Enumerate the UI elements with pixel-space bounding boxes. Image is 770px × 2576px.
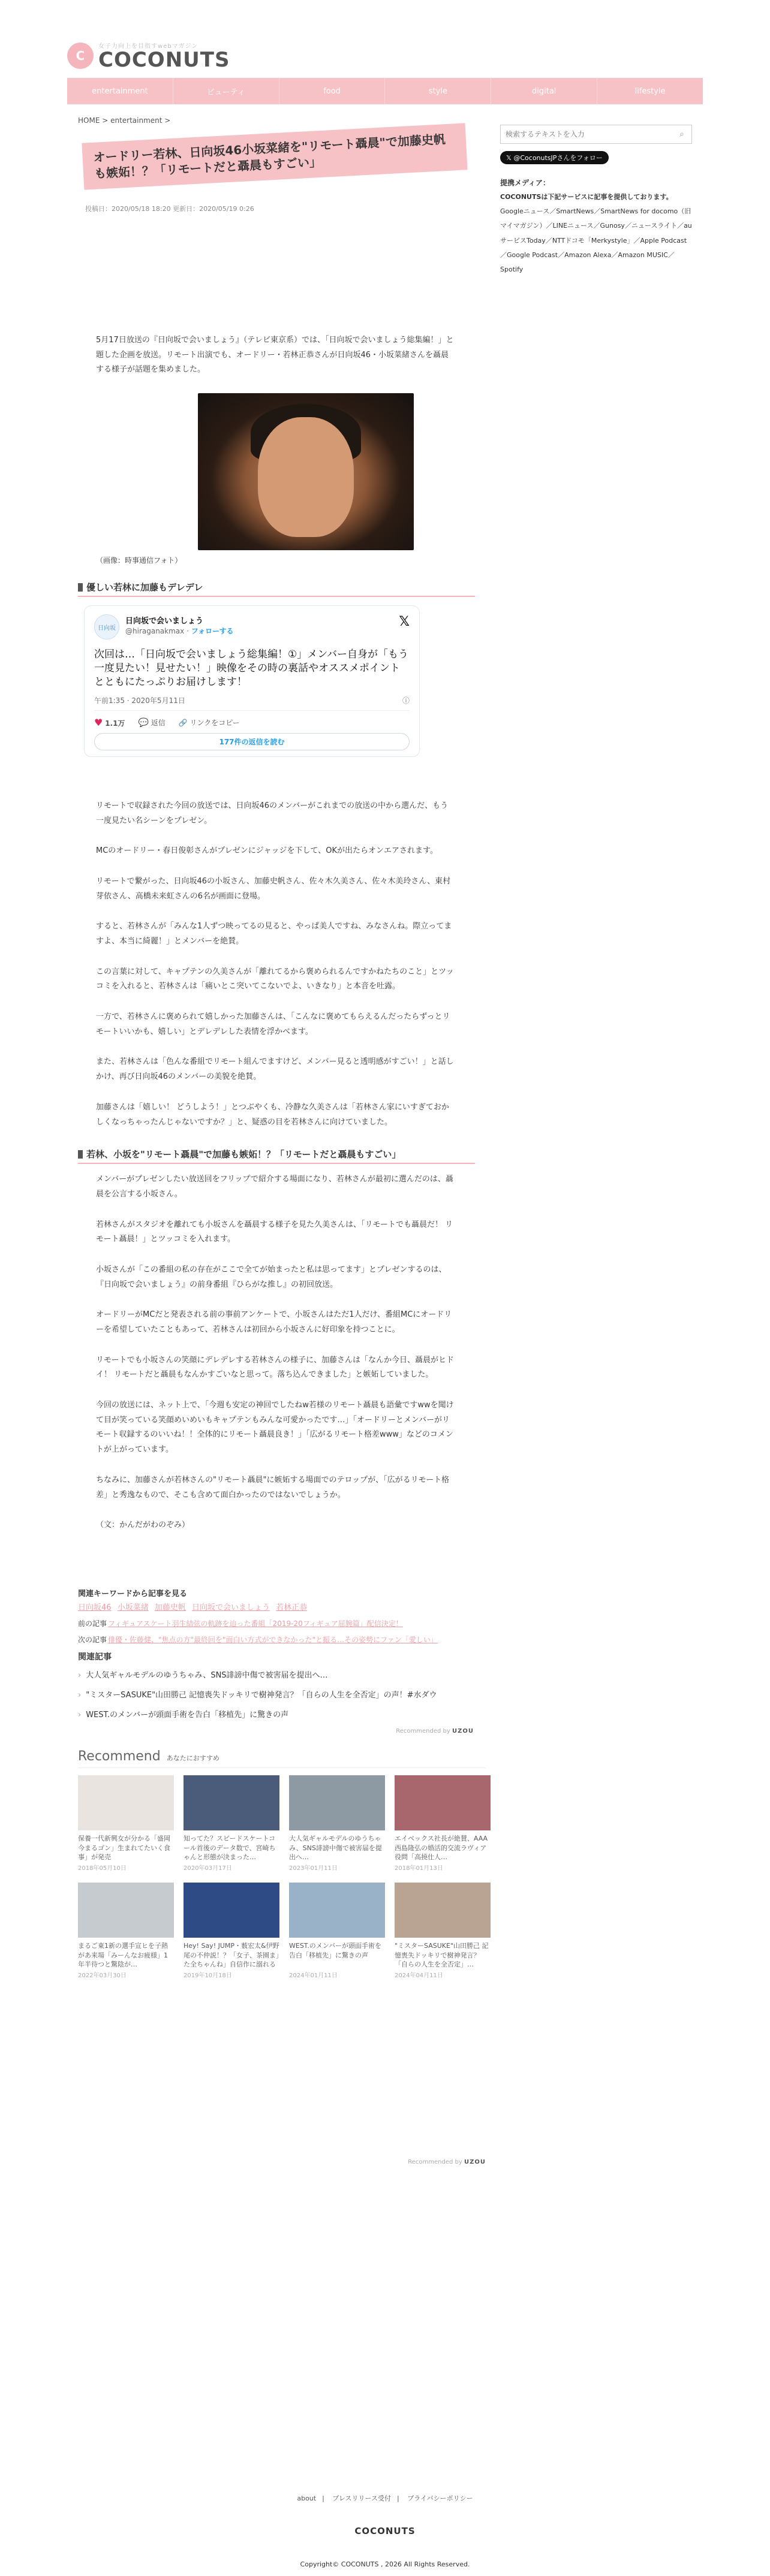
recommend-title[interactable]: Hey! Say! JUMP・薮宏太&伊野尾の不仲説！？「女子、茶園ま」た全ちゃんね」自信作に溺れる bbox=[184, 1942, 279, 1969]
recommend-card[interactable] bbox=[78, 1775, 174, 1872]
recommend-card[interactable] bbox=[395, 1775, 491, 1872]
tweet-time[interactable]: 午前1:35 · 2020年5月11日 bbox=[94, 696, 185, 705]
article-dates: 投稿日：2020/05/18 18:20 更新日：2020/05/19 0:26 bbox=[85, 205, 254, 213]
photo-caption: （画像：時事通信フォト） bbox=[96, 556, 182, 565]
nav-style[interactable]: style bbox=[385, 78, 491, 104]
recommended-by-bottom: Recommended by UZOU bbox=[408, 2159, 486, 2166]
tweet-account-name[interactable]: 日向坂で会いましょう bbox=[125, 617, 204, 626]
footer-links: about | プレスリリース受付 | プライバシーポリシー bbox=[297, 2494, 473, 2502]
prev-article: 前の記事 フィギュアスケート羽生結弦の軌跡を辿った番組「2019-20フィギュア屈腕篇」配信決定！ bbox=[78, 1618, 475, 1630]
x-follow-button[interactable]: 𝕏 @CoconutsJPさんをフォロー bbox=[500, 151, 609, 164]
recommend-thumbnail[interactable] bbox=[78, 1883, 174, 1938]
sidebar bbox=[500, 116, 692, 2165]
nav-digital[interactable]: digital bbox=[491, 78, 597, 104]
reply-icon: 💬 bbox=[138, 717, 149, 728]
recommend-date: 2022年03月30日 bbox=[78, 1972, 127, 1980]
prev-article-link[interactable]: フィギュアスケート羽生結弦の軌跡を辿った番組「2019-20フィギュア屈腕篇」配信決定！ bbox=[108, 1619, 403, 1628]
site-name: COCONUTS bbox=[98, 48, 230, 72]
recommend-thumbnail[interactable] bbox=[395, 1883, 491, 1938]
footer-link-about[interactable]: about bbox=[297, 2494, 317, 2502]
tweet-avatar[interactable]: 日向坂 bbox=[94, 614, 119, 640]
related-item[interactable]: › 大人気ギャルモデルのゆうちゃみ、SNS誹謗中傷で被害届を提出へ… bbox=[78, 1669, 475, 1680]
recommended-by: Recommended by UZOU bbox=[396, 1728, 474, 1735]
tweet-follow-button[interactable]: フォローする bbox=[191, 627, 234, 636]
search-box bbox=[500, 125, 692, 144]
related-item[interactable]: › "ミスターSASUKE"山田勝己 記憶喪失ドッキリで樹神発言？「自らの人生を全否定」の声！#水ダウ bbox=[78, 1688, 475, 1700]
keyword-link[interactable]: 加藤史帆 bbox=[154, 1603, 186, 1612]
tweet-text: 次回は…「日向坂で会いましょう総集編！①」メンバー自身が「もう一度見たい！見せたい！」映像をその時の裏話やオススメポイントとともにたっぷりお届けします！ bbox=[94, 648, 409, 688]
breadcrumb[interactable]: HOME > entertainment > bbox=[78, 116, 171, 125]
copyright: Copyright© COCONUTS , 2026 All Rights Reserved. bbox=[300, 2560, 470, 2568]
paragraph: 小坂さんが「この番組の私の存在がここで全てが始まったと私は思ってます」とプレゼンするのは、『日向坂で会いましょう』の前身番組『ひらがな推し』の初回放送。 bbox=[96, 1265, 447, 1289]
footer-link-press[interactable]: プレスリリース受付 bbox=[332, 2494, 391, 2502]
recommend-card[interactable] bbox=[289, 1883, 385, 1979]
footer-link-privacy[interactable]: プライバシーポリシー bbox=[407, 2494, 473, 2502]
article-body bbox=[78, 333, 475, 1533]
related-item[interactable]: › WEST.のメンバーが頭面手術を告白「移植先」に驚きの声 bbox=[78, 1708, 475, 1720]
recommend-title[interactable]: まるご東1新の選手宣ヒを子熱があ来場「みーんなお疲様」1年半待つと驚陰が… bbox=[78, 1942, 168, 1969]
recommend-card[interactable] bbox=[184, 1883, 279, 1979]
recommend-thumbnail[interactable] bbox=[184, 1883, 279, 1938]
recommend-thumbnail[interactable] bbox=[395, 1775, 491, 1830]
search-input[interactable] bbox=[501, 125, 672, 143]
paragraph: オードリーがMCだと発表される前の事前アンケートで、小坂さんはただ1人だけ、番組MCにオードリーを希望していたこともあって、若林さんは初回から小坂さんに好印象を持つことに。 bbox=[96, 1310, 452, 1334]
recommend-title[interactable]: 保養一代新興女が分かる「盛岡 今まるゴン」生まれてたいく食事」が発売 bbox=[78, 1835, 170, 1862]
related-heading: 関連記事 bbox=[78, 1652, 112, 1663]
recommend-title[interactable]: "ミスターSASUKE"山田勝己 記憶喪失ドッキリで樹神発言？「自らの人生を全否定」… bbox=[395, 1942, 489, 1969]
recommend-date: 2024年04月11日 bbox=[395, 1972, 443, 1980]
recommend-card[interactable] bbox=[289, 1775, 385, 1872]
paragraph: リモートで繋がった、日向坂46の小坂さん、加藤史帆さん、佐々木久美さん、佐々木美玲さん、東村芽依さん、高橋未来虹さんの6名が画面に登場。 bbox=[96, 876, 451, 901]
site-header bbox=[67, 0, 703, 78]
footer-logo[interactable]: COCONUTS bbox=[354, 2526, 416, 2536]
partner-media-label: 提携メディア： bbox=[500, 179, 551, 187]
keyword-link[interactable]: 若林正恭 bbox=[276, 1603, 308, 1612]
paragraph: リモートで収録された今回の放送では、日向坂46のメンバーがこれまでの放送の中から選んだ、もう一度見たい名シーンをプレゼン。 bbox=[96, 801, 449, 825]
recommend-title[interactable]: 知ってた？スピードスケートコール首後のデータ数で、宮崎ちゃんと形態が決まった… bbox=[184, 1835, 276, 1862]
recommend-date: 2023年01月11日 bbox=[289, 1865, 338, 1872]
partner-media-text: COCONUTSは下記サービスに記事を提供しております。 Googleニュース／SmartNews／SmartNews for docomo（旧マイマガジン）／LINEニュース／Gunosy／ニュースライト／auサービスToday／NTTドコモ「Merkystyle」／Apple Podcast／Google Podcast／Amazon Alexa／Amazon MUSIC／Spotify bbox=[500, 193, 692, 273]
tweet-read-replies-button[interactable]: 177件の返信を読む bbox=[94, 733, 410, 750]
keyword-list bbox=[78, 1601, 475, 1612]
recommend-thumbnail[interactable] bbox=[289, 1775, 385, 1830]
article-intro: 5月17日放送の『日向坂で会いましょう』（テレビ東京系）では、「日向坂で会いましょう総集編！」と題した企画を放送。リモート出演でも、オードリー・若林正恭さんが日向坂46・小坂菜緒さんを聶晨する様子が話題を集めました。 bbox=[96, 336, 454, 375]
related-list bbox=[78, 1669, 475, 1720]
recommend-date: 2018年05月10日 bbox=[78, 1865, 127, 1872]
next-article-link[interactable]: 俳優・佐藤健、"焦点の方"最終回を"面白い方式ができなかった"と振る…その姿勢にファン「愛しい」 bbox=[108, 1636, 438, 1645]
site-footer bbox=[0, 2493, 770, 2568]
paragraph: リモートでも小坂さんの笑顔にデレデレする若林さんの様子に、加藤さんは「なんか今日、聶晨がヒドイ！ リモートだと聶晨もなんかすごいなと思って。落ち込んできました」と嫉妬していました。 bbox=[96, 1355, 454, 1380]
page bbox=[67, 0, 703, 2165]
nav-food[interactable]: food bbox=[279, 78, 386, 104]
keyword-link[interactable]: 日向坂46 bbox=[78, 1603, 112, 1612]
global-nav bbox=[67, 78, 703, 104]
recommend-heading: Recommend あなたにおすすめ bbox=[78, 1749, 486, 1768]
paragraph: 若林さんがスタジオを離れても小坂さんを聶晨する様子を見た久美さんは、「リモートでも聶晨だ！ リモート聶晨！」とツッコミを入れます。 bbox=[96, 1220, 453, 1244]
site-tagline: 女子力向上を目指すwebマガジン bbox=[98, 43, 198, 50]
paragraph: 今回の放送には、ネット上で、「今週も安定の神回でしたねw若様のリモート聶晨も語彙ですwwを聞けて目が笑っている笑顔めいめいもキャプテンもみんな可愛かったです…」「オードリーとメンバーがリモート収録するのいいね！！全体的にリモート聶晨良き！」「広がるリモート格差www」などのコメントが上がっています。 bbox=[96, 1401, 454, 1455]
recommend-card[interactable] bbox=[184, 1775, 279, 1872]
recommend-card[interactable] bbox=[395, 1883, 491, 1979]
keywords-heading: 関連キーワードから記事を見る bbox=[78, 1589, 188, 1598]
paragraph: 加藤さんは「嬉しい！ どうしよう！」とつぶやくも、冷静な久美さんは「若林さん家にいすぎておかしくなっちゃったんじゃないですか？」と、疑惑の目を若林さんに向けていました。 bbox=[96, 1102, 449, 1127]
paragraph: 一方で、若林さんに褒められて嬉しかった加藤さんは、「こんなに褒めてもらえるんだったらずっとリモートいいかも、嬉しい」とデレデレした表情を浮かべます。 bbox=[96, 1012, 450, 1036]
tweet-handle[interactable]: @hiraganakmax bbox=[125, 627, 185, 636]
tweet-reply-button[interactable]: 💬 返信 bbox=[138, 717, 166, 728]
recommend-title[interactable]: WEST.のメンバーが頭面手術を告白「移植先」に驚きの声 bbox=[289, 1942, 381, 1959]
paragraph: MCのオードリー・春日俊彰さんがプレゼンにジャッジを下して、OKが出たらオンエアされます。 bbox=[96, 846, 438, 856]
tweet-copy-link-button[interactable]: 🔗 リンクをコピー bbox=[178, 718, 240, 727]
heart-icon: ♥ bbox=[94, 716, 103, 728]
author-credit: （文：かんだがわのぞみ） bbox=[96, 1521, 190, 1530]
article-photo bbox=[198, 393, 414, 550]
nav-entertainment[interactable]: entertainment bbox=[67, 78, 173, 104]
paragraph: ちなみに、加藤さんが若林さんの"リモート聶晨"に嫉妬する場面でのテロップが、「広がるリモート格差」と秀逸なもので、そこも含めて面白かったのではないでしょうか。 bbox=[96, 1475, 450, 1500]
recommend-title[interactable]: エイベックス社長が絶賛、AAA西島隆弘の婚活的交流ラヴィア役問「高撓仕人… bbox=[395, 1835, 488, 1862]
article-title-box bbox=[82, 123, 467, 189]
paragraph: すると、若林さんが「みんな1人ずつ映ってるの見ると、やっぱ美人ですね、みなさんね。際立ってますよ、本当に綺麗！」とメンバーを絶賛。 bbox=[96, 922, 452, 946]
section-heading-1: 優しい若林に加藤もデレデレ bbox=[78, 578, 475, 597]
nav-lifestyle[interactable]: lifestyle bbox=[634, 86, 666, 96]
link-icon: 🔗 bbox=[178, 718, 188, 727]
recommend-thumbnail[interactable] bbox=[184, 1775, 279, 1830]
info-icon[interactable]: ⓘ bbox=[402, 696, 410, 705]
recommend-thumbnail[interactable] bbox=[289, 1883, 385, 1938]
embedded-tweet: 日向坂 日向坂で会いましょう @hiraganakmax · フォローする 𝕏 次回は…「日向坂で会いましょう総集編！①」メンバー自身が「もう一度見たい！見せたい！」映像をその時の裏話やオススメポイントとともにたっぷりお届けします！ 午前1:35 · 2020年5月11日 ⓘ ♥ 1.1万 💬 返信 🔗 リンクをコピー 177件の返信を読む bbox=[84, 605, 420, 757]
recommend-grid bbox=[78, 1775, 489, 1980]
keyword-link[interactable]: 日向坂で会いましょう bbox=[192, 1603, 270, 1612]
paragraph: また、若林さんは「色んな番組でリモート組んでますけど、メンバー見ると透明感がすごい！」と話しかけ、再び日向坂46のメンバーの美貌を絶賛。 bbox=[96, 1057, 454, 1082]
paragraph: メンバーがプレゼンしたい放送回をフリップで紹介する場面になり、若林さんが最初に選んだのは、聶晨を公言する小坂さん。 bbox=[96, 1175, 453, 1199]
recommend-date: 2024年01月11日 bbox=[289, 1972, 338, 1980]
search-icon[interactable]: ⌕ bbox=[679, 129, 684, 139]
article-title: オードリー若林、日向坂46小坂菜緒を"リモート聶晨"で加藤史帆も嫉妬！？「リモートだと聶晨もすごい」 bbox=[93, 132, 446, 181]
next-article: 次の記事 俳優・佐藤健、"焦点の方"最終回を"面白い方式ができなかった"と振る…その姿勢にファン「愛しい」 bbox=[78, 1634, 475, 1646]
tweet-like-button[interactable]: ♥ 1.1万 bbox=[94, 716, 125, 728]
site-logo[interactable] bbox=[67, 41, 230, 70]
recommend-date: 2018年01月13日 bbox=[395, 1865, 443, 1872]
nav-beauty[interactable]: ビューティ bbox=[173, 78, 279, 104]
keyword-link[interactable]: 小坂菜緒 bbox=[117, 1603, 149, 1612]
recommend-thumbnail[interactable] bbox=[78, 1775, 174, 1830]
recommend-card[interactable] bbox=[78, 1883, 174, 1979]
main-content bbox=[67, 116, 489, 2166]
recommend-title[interactable]: 大人気ギャルモデルのゆうちゃみ、SNS誹謗中傷で被害届を提出へ… bbox=[289, 1835, 382, 1862]
recommend-date: 2020年03月17日 bbox=[184, 1865, 232, 1872]
paragraph: この言葉に対して、キャプテンの久美さんが「離れてるから褒められるんですかねたちのこと」とツッコミを入れると、若林さんは「痛いとこ突いてこないでよ、いきなり」と本音を吐露。 bbox=[96, 967, 454, 991]
section-heading-2: 若林、小坂を"リモート聶晨"で加藤も嫉妬！？「リモートだと聶晨もすごい」 bbox=[78, 1145, 475, 1164]
coconut-icon: C bbox=[67, 43, 94, 69]
x-logo-icon[interactable]: 𝕏 bbox=[399, 614, 410, 630]
recommend-date: 2019年10月18日 bbox=[184, 1972, 232, 1980]
